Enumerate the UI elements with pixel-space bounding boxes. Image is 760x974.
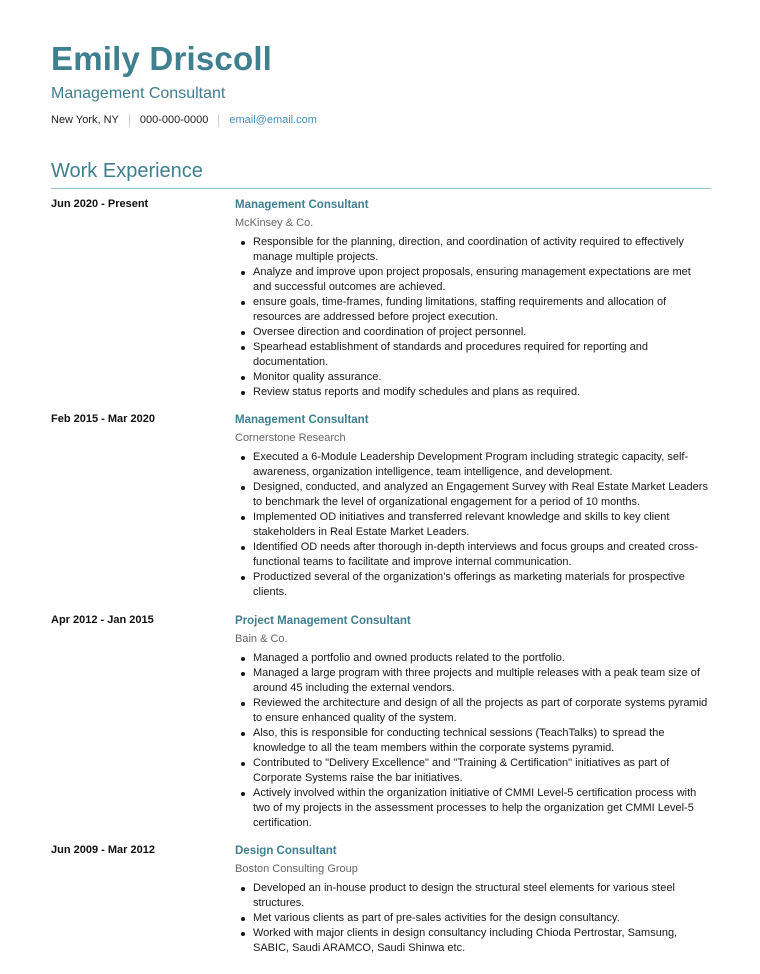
job-bullets <box>235 881 711 956</box>
candidate-name: Emily Driscoll <box>51 40 273 77</box>
section-divider <box>51 188 711 189</box>
job-bullet: Worked with major clients in design consultancy including Chioda Pertrostar, Samsung, SABIC, Saudi ARAMCO, Saudi Shinwa etc. <box>235 926 711 956</box>
job-company: Cornerstone Research <box>235 432 346 444</box>
job-body <box>235 413 711 600</box>
job-bullet: Developed an in-house product to design the structural steel elements for various steel structures. <box>235 881 711 911</box>
job-body <box>235 844 711 956</box>
job-company: McKinsey & Co. <box>235 217 314 229</box>
job-bullet: Contributed to "Delivery Excellence" and "Training & Certification" initiatives as part of Corporate Systems raise the bar initiatives. <box>235 756 711 786</box>
job-bullet: Oversee direction and coordination of project personnel. <box>235 325 711 340</box>
contact-divider <box>129 114 130 127</box>
job-dates: Jun 2009 - Mar 2012 <box>51 844 155 856</box>
job-dates: Jun 2020 - Present <box>51 198 149 210</box>
job-bullets <box>235 651 711 831</box>
job-bullet: Actively involved within the organization initiative of CMMI Level-5 certification process with two of my projects in the assessment processes to help the organization get CMMI Level-5 certification. <box>235 786 711 831</box>
job-title: Design Consultant <box>235 845 337 857</box>
email-link[interactable]: email@email.com <box>229 114 317 126</box>
job-bullets <box>235 235 711 400</box>
job-bullet: Also, this is responsible for conducting technical sessions (TeachTalks) to spread the knowledge to all the team members within the corporate systems pyramid. <box>235 726 711 756</box>
section-title: Work Experience <box>51 160 203 182</box>
job-company: Bain & Co. <box>235 633 288 645</box>
job-bullet: Analyze and improve upon project proposals, ensuring management expectations are met and successful outcomes are achieved. <box>235 265 711 295</box>
job-title: Management Consultant <box>235 414 369 426</box>
job-company: Boston Consulting Group <box>235 863 358 875</box>
location-text: New York, NY <box>51 114 119 126</box>
job-bullet: Review status reports and modify schedules and plans as required. <box>235 385 711 400</box>
contact-line <box>51 112 317 128</box>
phone-text: 000-000-0000 <box>139 114 209 126</box>
job-body <box>235 614 711 831</box>
job-bullet: Reviewed the architecture and design of all the projects as part of corporate systems pyramid to ensure enhanced quality of the system. <box>235 696 711 726</box>
job-bullet: Implemented OD initiatives and transferred relevant knowledge and skills to key client stakeholders in Real Estate Market Leaders. <box>235 510 711 540</box>
contact-divider <box>218 114 219 127</box>
job-bullet: ensure goals, time-frames, funding limitations, staffing requirements and allocation of resources are addressed before project execution. <box>235 295 711 325</box>
job-bullet: Productized several of the organization’s offerings as marketing materials for prospective clients. <box>235 570 711 600</box>
job-title: Management Consultant <box>235 199 369 211</box>
job-dates: Apr 2012 - Jan 2015 <box>51 614 154 626</box>
job-bullet: Managed a portfolio and owned products related to the portfolio. <box>235 651 711 666</box>
job-body <box>235 198 711 400</box>
job-bullet: Designed, conducted, and analyzed an Engagement Survey with Real Estate Market Leaders to benchmark the level of organizational engagement for a period of 10 months. <box>235 480 711 510</box>
job-bullet: Managed a large program with three projects and multiple releases with a peak team size of around 45 including the external vendors. <box>235 666 711 696</box>
job-bullets <box>235 450 711 600</box>
candidate-headline: Management Consultant <box>51 85 226 102</box>
job-bullet: Identified OD needs after thorough in-depth interviews and focus groups and created cross-functional teams to facilitate and improve internal communication. <box>235 540 711 570</box>
job-dates: Feb 2015 - Mar 2020 <box>51 413 155 425</box>
job-bullet: Met various clients as part of pre-sales activities for the design consultancy. <box>235 911 711 926</box>
job-bullet: Responsible for the planning, direction, and coordination of activity required to effectively manage multiple projects. <box>235 235 711 265</box>
job-bullet: Monitor quality assurance. <box>235 370 711 385</box>
job-bullet: Executed a 6-Module Leadership Development Program including strategic capacity, self-awareness, organization intelligence, team intelligence, and development. <box>235 450 711 480</box>
job-bullet: Spearhead establishment of standards and procedures required for reporting and documentation. <box>235 340 711 370</box>
job-title: Project Management Consultant <box>235 615 411 627</box>
